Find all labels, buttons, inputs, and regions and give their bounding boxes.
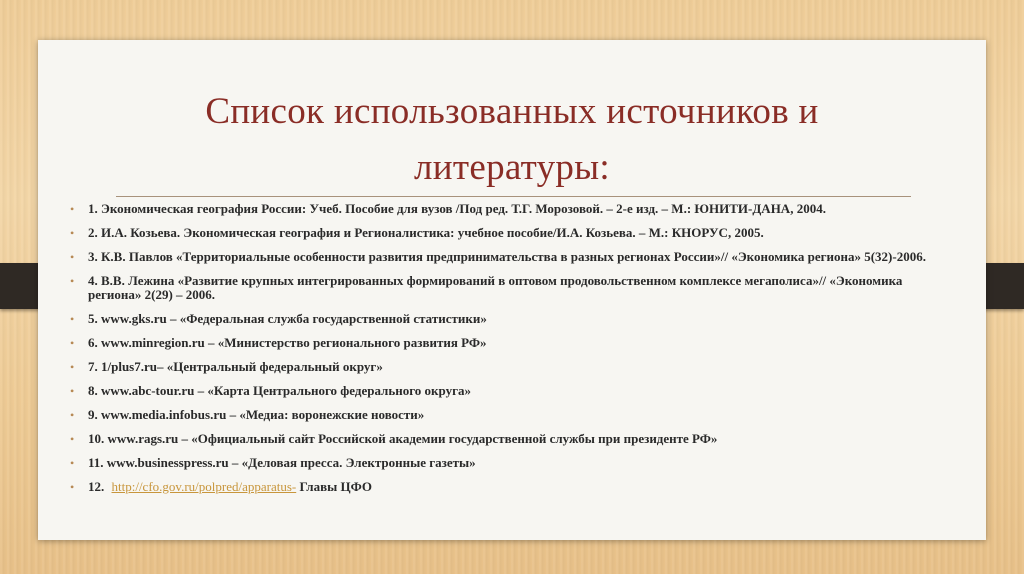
list-item	[68, 456, 948, 470]
cfo-link[interactable]: http://cfo.gov.ru/polpred/apparatus-	[111, 479, 297, 494]
list-item	[68, 202, 948, 216]
list-item	[68, 226, 948, 240]
list-item-text: 5. www.gks.ru – «Федеральная служба государственной статистики»	[88, 311, 487, 326]
bullet-icon: •	[70, 202, 75, 216]
list-item	[68, 360, 948, 374]
list-item-text: 11. www.businesspress.ru – «Деловая пресса. Электронные газеты»	[88, 455, 476, 470]
list-item	[68, 480, 948, 494]
bullet-icon: •	[70, 250, 75, 264]
bullet-icon: •	[70, 432, 75, 446]
list-item-text: 9. www.media.infobus.ru – «Медиа: воронежские новости»	[88, 407, 425, 422]
list-item-text: 7. 1/plus7.ru– «Центральный федеральный округ»	[88, 359, 383, 374]
list-item-text: 4. В.В. Лежина «Развитие крупных интегрированных формирований в оптовом продовольственном комплексе мегаполиса»// «Экономика региона» 2(29) – 2006.	[88, 273, 903, 302]
bullet-icon: •	[70, 336, 75, 350]
list-item	[68, 432, 948, 446]
bullet-icon: •	[70, 312, 75, 326]
list-item-text: 10. www.rags.ru – «Официальный сайт Российской академии государственной службы при президенте РФ»	[88, 431, 718, 446]
list-item	[68, 408, 948, 422]
slide-paper	[38, 40, 986, 540]
bullet-icon: •	[70, 226, 75, 240]
list-item	[68, 250, 948, 264]
bullet-icon: •	[70, 274, 75, 288]
list-item-number: 12.	[88, 479, 105, 494]
list-item	[68, 274, 948, 302]
bullet-icon: •	[70, 408, 75, 422]
title-divider	[116, 196, 911, 197]
list-item-text: 6. www.minregion.ru – «Министерство регионального развития РФ»	[88, 335, 487, 350]
bullet-icon: •	[70, 384, 75, 398]
list-item-text: 8. www.abc-tour.ru – «Карта Центрального федерального округа»	[88, 383, 471, 398]
bullet-icon: •	[70, 360, 75, 374]
list-item-text: 1. Экономическая география России: Учеб. Пособие для вузов /Под ред. Т.Г. Морозовой. – 2-е изд. – М.: ЮНИТИ-ДАНА, 2004.	[88, 201, 826, 216]
title-line-1: Список использованных источников и	[205, 91, 819, 132]
bullet-icon: •	[70, 480, 75, 494]
sources-list	[68, 202, 948, 504]
list-item	[68, 312, 948, 326]
decor-band-left	[0, 263, 40, 309]
list-item	[68, 384, 948, 398]
list-item-text: 3. К.В. Павлов «Территориальные особенности развития предпринимательства в разных регионах России»// «Экономика региона» 5(32)-2006.	[88, 249, 926, 264]
list-item-text: 2. И.А. Козьева. Экономическая география и Регионалистика: учебное пособие/И.А. Козьева. – М.: КНОРУС, 2005.	[88, 225, 764, 240]
list-item	[68, 336, 948, 350]
title-line-2: литературы:	[414, 147, 610, 188]
list-item-suffix: Главы ЦФО	[299, 479, 373, 494]
bullet-icon: •	[70, 456, 75, 470]
slide-title	[38, 84, 986, 196]
